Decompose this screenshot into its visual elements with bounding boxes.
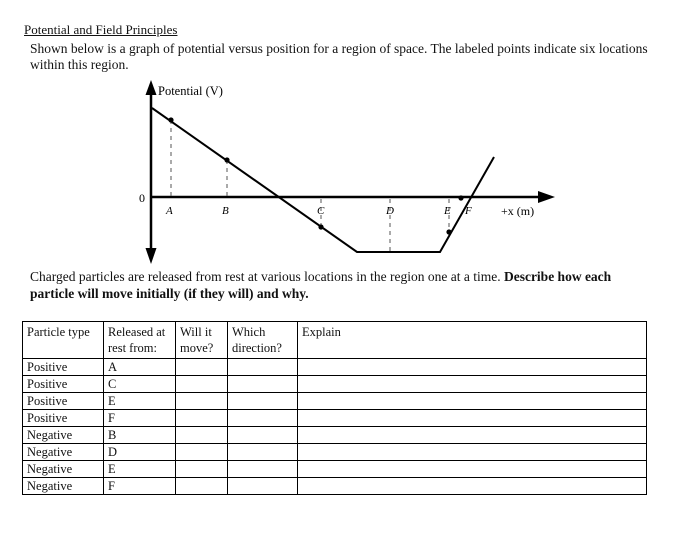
cell-released-from: B bbox=[104, 427, 176, 444]
x-axis-label: +x (m) bbox=[501, 204, 535, 218]
cell-direction[interactable] bbox=[228, 427, 298, 444]
point-label-c: C bbox=[317, 205, 325, 217]
potential-curve bbox=[152, 108, 494, 252]
table-row bbox=[23, 393, 647, 410]
table-row bbox=[23, 461, 647, 478]
point-label-d: D bbox=[386, 205, 394, 217]
table-row bbox=[23, 359, 647, 376]
header-particle-type: Particle type bbox=[23, 322, 104, 359]
cell-explain[interactable] bbox=[298, 478, 647, 495]
cell-particle-type: Positive bbox=[23, 376, 104, 393]
cell-released-from: E bbox=[104, 461, 176, 478]
origin-label: 0 bbox=[139, 191, 145, 205]
table-row bbox=[23, 427, 647, 444]
y-axis-label: Potential (V) bbox=[158, 84, 223, 98]
y-axis-arrow-up bbox=[146, 80, 157, 95]
point-c-marker bbox=[318, 224, 323, 229]
potential-graph bbox=[0, 0, 679, 265]
cell-explain[interactable] bbox=[298, 359, 647, 376]
cell-explain[interactable] bbox=[298, 393, 647, 410]
y-axis-arrow-down bbox=[146, 248, 157, 264]
cell-direction[interactable] bbox=[228, 393, 298, 410]
table-header-row bbox=[23, 322, 647, 359]
table-row bbox=[23, 478, 647, 495]
cell-released-from: D bbox=[104, 444, 176, 461]
intro-paragraph: Shown below is a graph of potential versus position for a region of space. The labeled points indicate six locations within this region. bbox=[30, 41, 648, 72]
cell-direction[interactable] bbox=[228, 359, 298, 376]
cell-particle-type: Positive bbox=[23, 410, 104, 427]
cell-will-move[interactable] bbox=[176, 393, 228, 410]
table-row bbox=[23, 410, 647, 427]
cell-direction[interactable] bbox=[228, 461, 298, 478]
header-explain: Explain bbox=[298, 322, 647, 359]
point-label-e: E bbox=[444, 205, 451, 217]
instructions-bold: Describe how each particle will move initially (if they will) and why. bbox=[30, 269, 612, 301]
cell-particle-type: Negative bbox=[23, 478, 104, 495]
cell-particle-type: Positive bbox=[23, 359, 104, 376]
cell-direction[interactable] bbox=[228, 444, 298, 461]
point-label-b: B bbox=[222, 205, 229, 217]
cell-particle-type: Negative bbox=[23, 444, 104, 461]
instructions-text: Charged particles are released from rest at various locations in the region one at a time. bbox=[30, 269, 504, 284]
cell-direction[interactable] bbox=[228, 376, 298, 393]
cell-explain[interactable] bbox=[298, 376, 647, 393]
point-label-a: A bbox=[166, 205, 173, 217]
header-will-it-move: Will it move? bbox=[176, 322, 228, 359]
cell-particle-type: Negative bbox=[23, 461, 104, 478]
response-table bbox=[22, 321, 647, 495]
cell-direction[interactable] bbox=[228, 478, 298, 495]
point-a-marker bbox=[168, 117, 173, 122]
x-axis-arrow bbox=[538, 191, 555, 203]
table-row bbox=[23, 376, 647, 393]
cell-released-from: F bbox=[104, 478, 176, 495]
cell-direction[interactable] bbox=[228, 410, 298, 427]
cell-released-from: C bbox=[104, 376, 176, 393]
point-b-marker bbox=[224, 157, 229, 162]
cell-explain[interactable] bbox=[298, 461, 647, 478]
cell-explain[interactable] bbox=[298, 444, 647, 461]
cell-will-move[interactable] bbox=[176, 410, 228, 427]
cell-will-move[interactable] bbox=[176, 461, 228, 478]
cell-will-move[interactable] bbox=[176, 376, 228, 393]
point-e-marker bbox=[446, 229, 451, 234]
cell-released-from: F bbox=[104, 410, 176, 427]
instructions bbox=[30, 268, 650, 302]
page-title: Potential and Field Principles bbox=[24, 22, 178, 37]
cell-particle-type: Positive bbox=[23, 393, 104, 410]
cell-released-from: E bbox=[104, 393, 176, 410]
header-which-direction: Which direction? bbox=[228, 322, 298, 359]
cell-explain[interactable] bbox=[298, 410, 647, 427]
cell-will-move[interactable] bbox=[176, 444, 228, 461]
table-row bbox=[23, 444, 647, 461]
point-label-f: F bbox=[465, 205, 472, 217]
cell-will-move[interactable] bbox=[176, 427, 228, 444]
point-f-marker bbox=[458, 195, 463, 200]
cell-particle-type: Negative bbox=[23, 427, 104, 444]
cell-explain[interactable] bbox=[298, 427, 647, 444]
cell-will-move[interactable] bbox=[176, 478, 228, 495]
cell-will-move[interactable] bbox=[176, 359, 228, 376]
header-released-from: Released at rest from: bbox=[104, 322, 176, 359]
cell-released-from: A bbox=[104, 359, 176, 376]
